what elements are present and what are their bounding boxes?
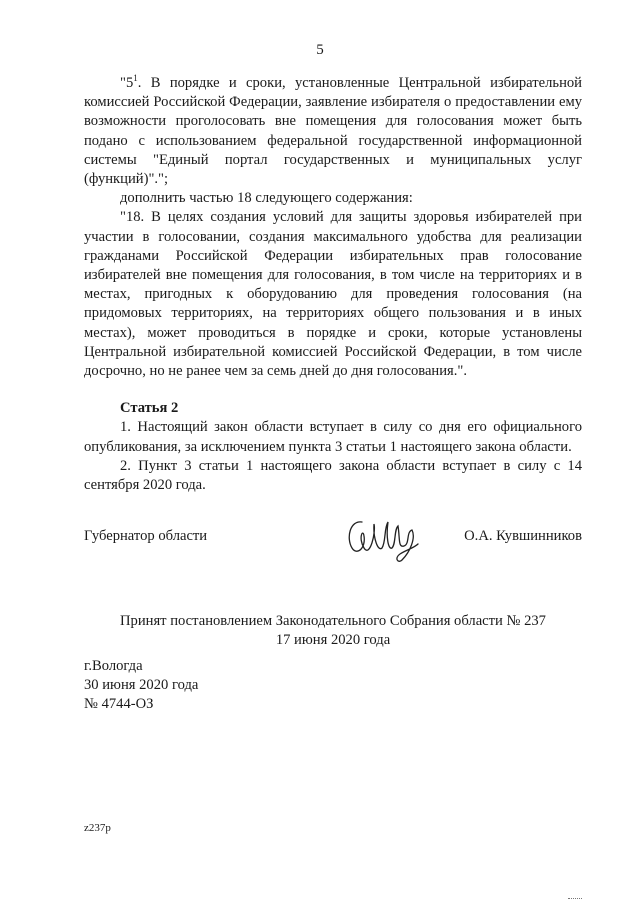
paragraph-add-part-18: дополнить частью 18 следующего содержания:: [120, 190, 413, 207]
signatory-title: Губернатор области: [84, 528, 208, 544]
adoption-line-1: Принят постановлением Законодательного Собрания области № 237: [120, 613, 546, 629]
page-number: 5: [316, 42, 324, 58]
law-number: № 4744-ОЗ: [84, 696, 154, 713]
article-2-item-1: 1. Настоящий закон области вступает в силу со дня его официального опубликования, за исключением пункта 3 статьи 1 настоящего закона области.: [84, 419, 582, 455]
article-2-heading: Статья 2: [120, 400, 179, 417]
paragraph-part-18: "18. В целях создания условий для защиты здоровья избирателей при участии в голосовании, создания максимального удобства для реализации гражданами Российской Федерации избирательных прав голосование избирателей вне помещения для голосования, в том числе на территориях и в местах, пригодных к оборудованию для проведения голосования (на придомовых территориях, на территориях общего пользования и в иных местах), может проводиться в порядке и сроки, которые установлены Центральной избирательной комиссией Российской Федерации, в том числе досрочно, но не ранее чем за семь дней до дня голосования.".: [84, 209, 582, 380]
adoption-line-2: 17 июня 2020 года: [275, 632, 391, 649]
handwritten-signature: [344, 508, 422, 564]
city: г.Вологда: [84, 658, 143, 674]
adoption-note: [84, 612, 582, 650]
document-body: [84, 74, 582, 495]
place-and-date: [84, 657, 198, 715]
signatory-name: О.А. Кувшинников: [464, 528, 582, 544]
paragraph-5-1-prefix: "5: [120, 75, 134, 91]
signature-block: [84, 504, 582, 574]
footer-code: z237p: [84, 822, 111, 834]
scan-speck: [568, 898, 582, 901]
paragraph-5-1-text: . В порядке и сроки, установленные Центральной избирательной комиссией Российской Федерации, заявление избирателя о предоставлении ему возможности проголосовать вне помещения для голосования может быть подано с использованием федеральной государственной информационной системы "Единый портал государственных и муниципальных услуг (функций)".";: [84, 75, 582, 188]
article-2-item-2: 2. Пункт 3 статьи 1 настоящего закона области вступает в силу с 14 сентября 2020 года.: [84, 457, 582, 494]
paragraph-5-1-superscript: 1: [133, 73, 138, 84]
paragraph-5-1: [84, 74, 582, 189]
signing-date: 30 июня 2020 года: [84, 677, 199, 694]
